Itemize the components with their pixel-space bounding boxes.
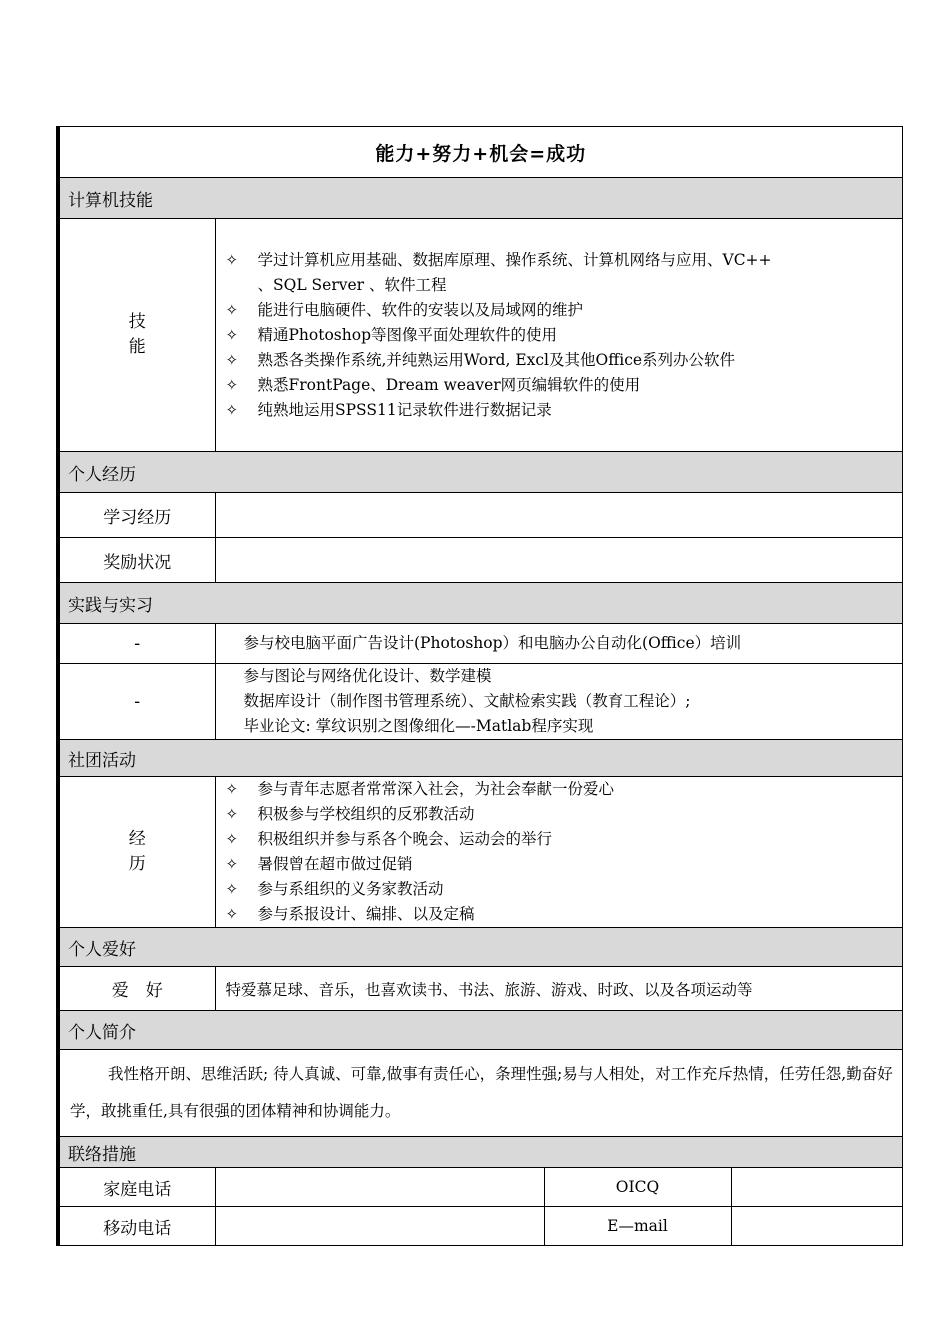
list-item: ✧ 积极参与学校组织的反邪教活动: [226, 802, 902, 827]
profile-row: [58, 1050, 902, 1137]
diamond-bullet-icon: ✧: [225, 830, 239, 848]
skills-list: [216, 248, 902, 423]
award-row: [58, 538, 902, 583]
mobile-phone-label: 移动电话: [58, 1207, 215, 1246]
list-item: ✧ 积极组织并参与系各个晚会、运动会的举行: [226, 827, 902, 852]
list-item: ✧ 参与青年志愿者常常深入社会，为社会奉献一份爱心: [226, 777, 902, 802]
diamond-bullet-icon: ✧: [225, 880, 239, 898]
hobby-row: [58, 967, 902, 1011]
section-experience: [58, 452, 902, 493]
mobile-phone-value: [215, 1207, 544, 1246]
club-list: [216, 777, 902, 927]
list-item: ✧ 参与系报设计、编排、以及定稿: [226, 902, 902, 927]
practice-label: -: [58, 664, 215, 740]
section-header: 社团活动: [58, 740, 902, 777]
resume-table: [56, 126, 903, 1246]
list-item: ✧ 精通Photoshop等图像平面处理软件的使用: [226, 323, 902, 348]
diamond-bullet-icon: ✧: [225, 905, 239, 923]
list-item: ✧ 暑假曾在超市做过促销: [226, 852, 902, 877]
diamond-bullet-icon: ✧: [225, 251, 239, 269]
diamond-bullet-icon: ✧: [225, 401, 239, 419]
study-content: [215, 493, 902, 538]
list-item: ✧ 参与系组织的义务家教活动: [226, 877, 902, 902]
label-char: 能: [128, 337, 146, 357]
diamond-bullet-icon: ✧: [225, 326, 239, 344]
oicq-value: [731, 1168, 902, 1207]
practice-content: [215, 664, 902, 740]
list-item: ✧ 能进行电脑硬件、软件的安装以及局域网的维护: [226, 298, 902, 323]
practice-content: [215, 624, 902, 664]
resume-document: [56, 126, 904, 1246]
practice-line: 参与图论与网络优化设计、数学建模: [243, 667, 492, 685]
section-header: 个人爱好: [58, 928, 902, 967]
skills-content: [215, 219, 902, 452]
hobby-content: 特爱慕足球、音乐，也喜欢读书、书法、旅游、游戏、时政、以及各项运动等: [215, 967, 902, 1011]
practice-label: -: [58, 624, 215, 664]
section-header: 个人经历: [58, 452, 902, 493]
club-content: [215, 777, 902, 928]
list-item: 、SQL Server 、软件工程: [257, 276, 447, 294]
skills-label: [58, 219, 215, 452]
practice-row-1: [58, 624, 902, 664]
club-label: [58, 777, 215, 928]
practice-line: 数据库设计（制作图书管理系统）、文献检索实践（教育工程论）;: [243, 692, 691, 710]
diamond-bullet-icon: ✧: [225, 780, 239, 798]
page-title: 能力+努力+机会=成功: [58, 127, 902, 178]
section-header: 计算机技能: [58, 178, 902, 219]
award-content: [215, 538, 902, 583]
study-row: [58, 493, 902, 538]
list-item: ✧ 学过计算机应用基础、数据库原理、操作系统、计算机网络与应用、VC++: [226, 248, 902, 273]
section-contact: [58, 1137, 902, 1168]
label-char: 经: [128, 829, 146, 849]
diamond-bullet-icon: ✧: [225, 855, 239, 873]
section-profile: [58, 1011, 902, 1050]
contact-row-2: [58, 1207, 902, 1246]
section-computer-skills: [58, 178, 902, 219]
practice-line: 参与校电脑平面广告设计(Photoshop）和电脑办公自动化(Office）培训: [243, 634, 742, 652]
label-char: 技: [128, 312, 146, 332]
club-row: [58, 777, 902, 928]
list-item: ✧ 纯熟地运用SPSS11记录软件进行数据记录: [226, 398, 902, 423]
study-label: 学习经历: [58, 493, 215, 538]
home-phone-label: 家庭电话: [58, 1168, 215, 1207]
section-practice: [58, 583, 902, 624]
award-label: 奖励状况: [58, 538, 215, 583]
hobby-label: 爱 好: [58, 967, 215, 1011]
section-club: [58, 740, 902, 777]
contact-row-1: [58, 1168, 902, 1207]
list-item: ✧ 熟悉FrontPage、Dream weaver网页编辑软件的使用: [226, 373, 902, 398]
section-header: 联络措施: [58, 1137, 902, 1168]
section-header: 实践与实习: [58, 583, 902, 624]
label-char: 历: [128, 854, 146, 874]
section-header: 个人简介: [58, 1011, 902, 1050]
practice-line: 毕业论文: 掌纹识别之图像细化—-Matlab程序实现: [243, 717, 594, 735]
diamond-bullet-icon: ✧: [225, 351, 239, 369]
home-phone-value: [215, 1168, 544, 1207]
list-item: ✧ 熟悉各类操作系统,并纯熟运用Word, Excl及其他Office系列办公软件: [226, 348, 902, 373]
practice-row-2: [58, 664, 902, 740]
email-value: [731, 1207, 902, 1246]
diamond-bullet-icon: ✧: [225, 376, 239, 394]
section-hobby: [58, 928, 902, 967]
diamond-bullet-icon: ✧: [225, 301, 239, 319]
skills-row: [58, 219, 902, 452]
oicq-label: OICQ: [544, 1168, 731, 1207]
profile-text: 我性格开朗、思维活跃; 待人真诚、可靠,做事有责任心，条理性强;易与人相处，对工作充斥热情，任劳任怨,勤奋好学，敢挑重任,具有很强的团体精神和协调能力。: [58, 1050, 902, 1137]
diamond-bullet-icon: ✧: [225, 805, 239, 823]
email-label: E—mail: [544, 1207, 731, 1246]
title-row: [58, 127, 902, 178]
